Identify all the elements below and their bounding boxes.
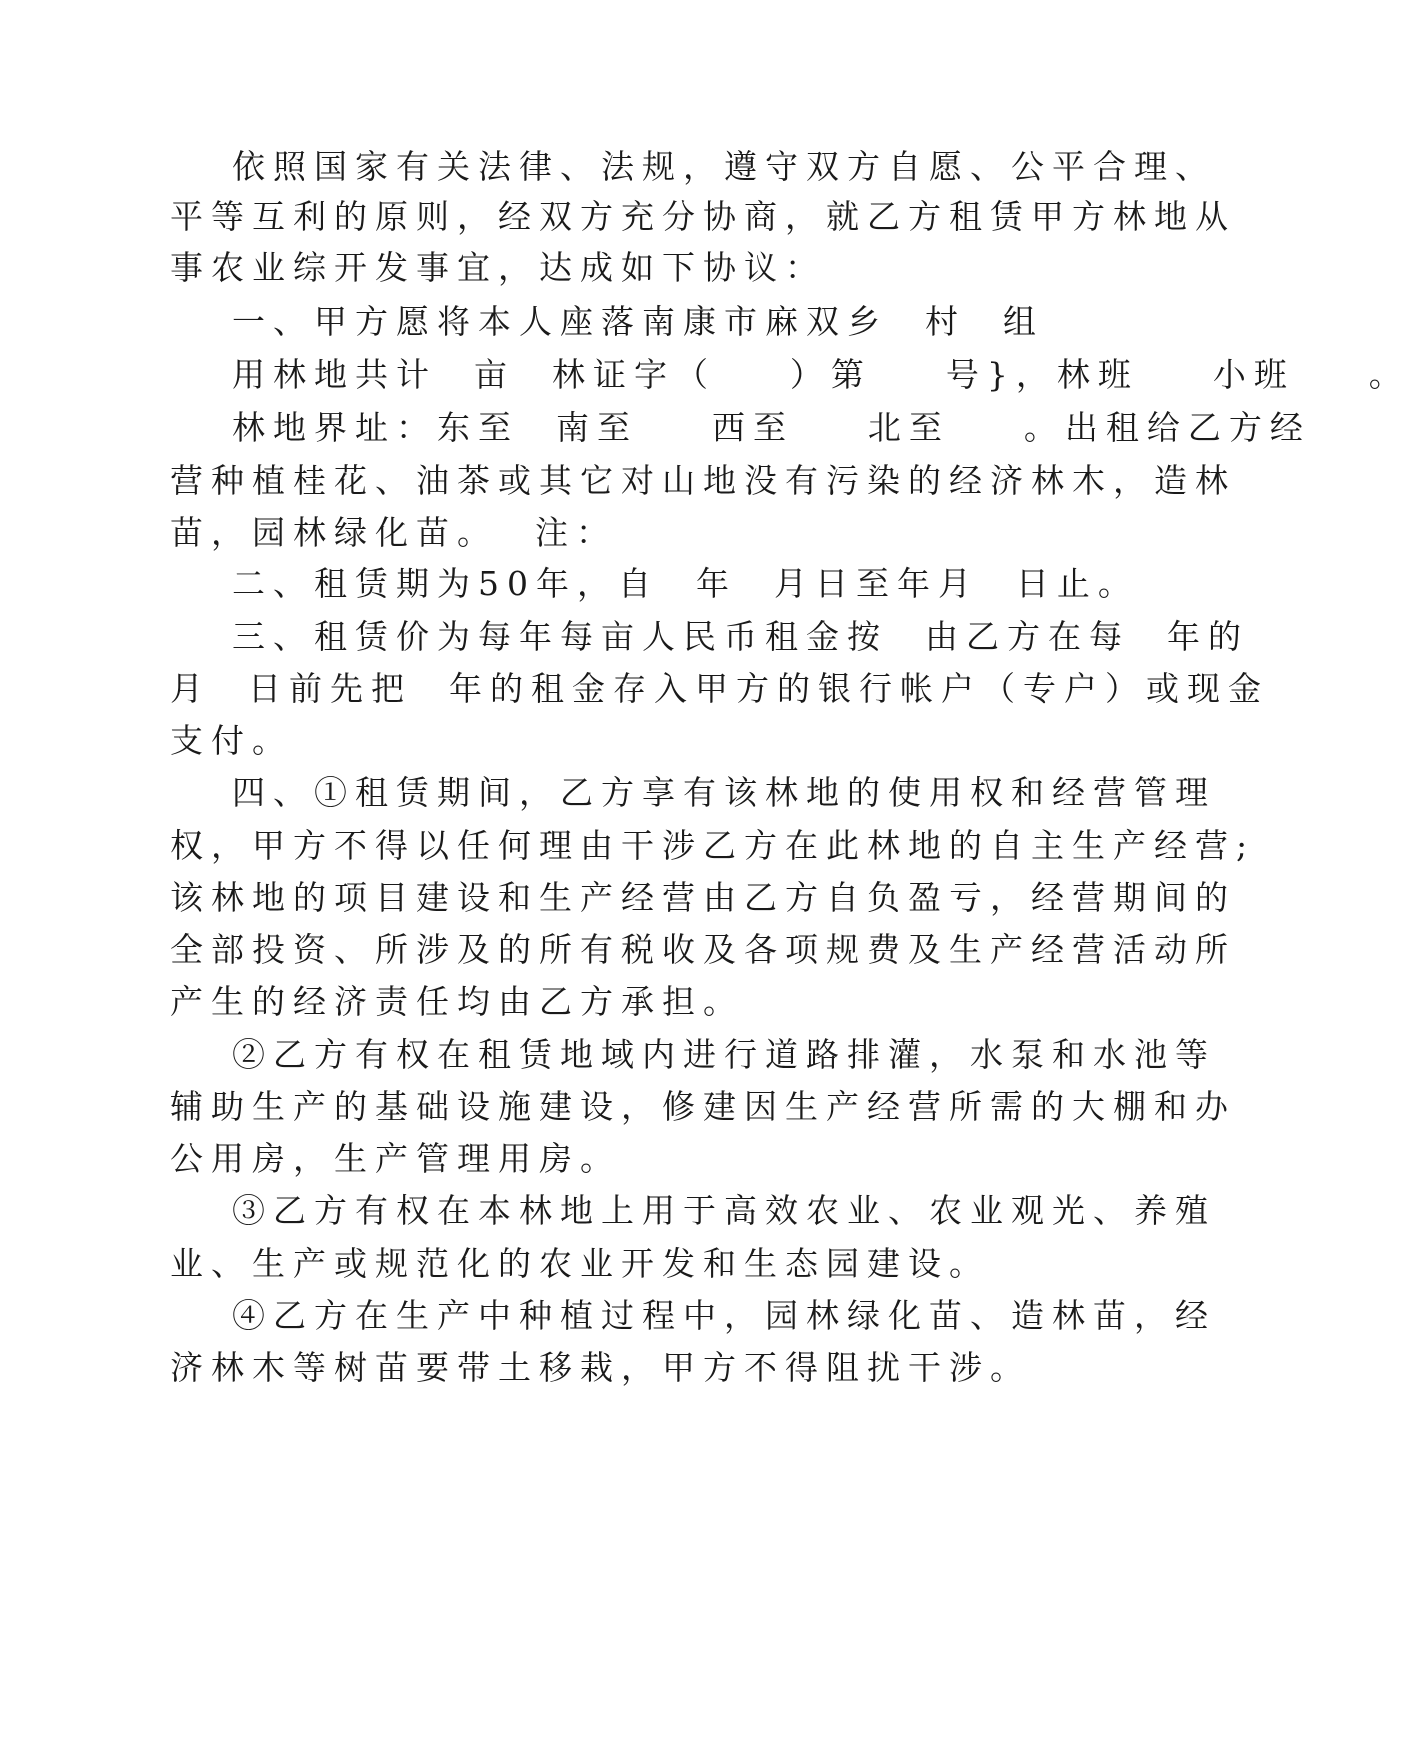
- text-line: 全部投资、所涉及的所有税收及各项规费及生产经营活动所: [170, 930, 1236, 969]
- text-line: 辅助生产的基础设施建设，修建因生产经营所需的大棚和办: [170, 1087, 1236, 1126]
- text-line: 产生的经济责任均由乙方承担。: [170, 982, 744, 1021]
- text-line: 业、生产或规范化的农业开发和生态园建设。: [170, 1244, 990, 1283]
- text-line: 支付。: [170, 721, 293, 760]
- text-line: 事农业综开发事宜，达成如下协议：: [170, 248, 826, 287]
- text-line: 权，甲方不得以任何理由干涉乙方在此林地的自主生产经营;: [170, 826, 1256, 865]
- text-line: ④乙方在生产中种植过程中，园林绿化苗、造林苗，经: [232, 1296, 1216, 1335]
- text-line: 林地界址：东至 南至 西至 北至 。出租给乙方经: [232, 408, 1311, 447]
- text-line: 三、租赁价为每年每亩人民币租金按 由乙方在每 年的: [232, 617, 1249, 656]
- text-line: 依照国家有关法律、法规，遵守双方自愿、公平合理、: [232, 147, 1216, 186]
- text-line: 四、①租赁期间，乙方享有该林地的使用权和经营管理: [232, 773, 1216, 812]
- text-line: ②乙方有权在租赁地域内进行道路排灌，水泵和水池等: [232, 1035, 1216, 1074]
- text-line: 一、甲方愿将本人座落南康市麻双乡 村 组: [232, 302, 1044, 341]
- text-line: 苗，园林绿化苗。 注：: [170, 513, 617, 552]
- text-line: 营种植桂花、油茶或其它对山地没有污染的经济林木，造林: [170, 461, 1236, 500]
- text-line: ③乙方有权在本林地上用于高效农业、农业观光、养殖: [232, 1191, 1216, 1230]
- text-line: 月 日前先把 年的租金存入甲方的银行帐户（专户）或现金: [170, 669, 1269, 708]
- text-line: 平等互利的原则，经双方充分协商，就乙方租赁甲方林地从: [170, 197, 1236, 236]
- text-line: 公用房，生产管理用房。: [170, 1139, 621, 1178]
- text-line: 济林木等树苗要带土移栽，甲方不得阻扰干涉。: [170, 1348, 1031, 1387]
- text-line: 用林地共计 亩 林证字（ ）第 号}，林班 小班 。: [232, 355, 1410, 394]
- text-line: 该林地的项目建设和生产经营由乙方自负盈亏，经营期间的: [170, 878, 1236, 917]
- text-line: 二、租赁期为50年，自 年 月日至年月 日止。: [232, 564, 1139, 603]
